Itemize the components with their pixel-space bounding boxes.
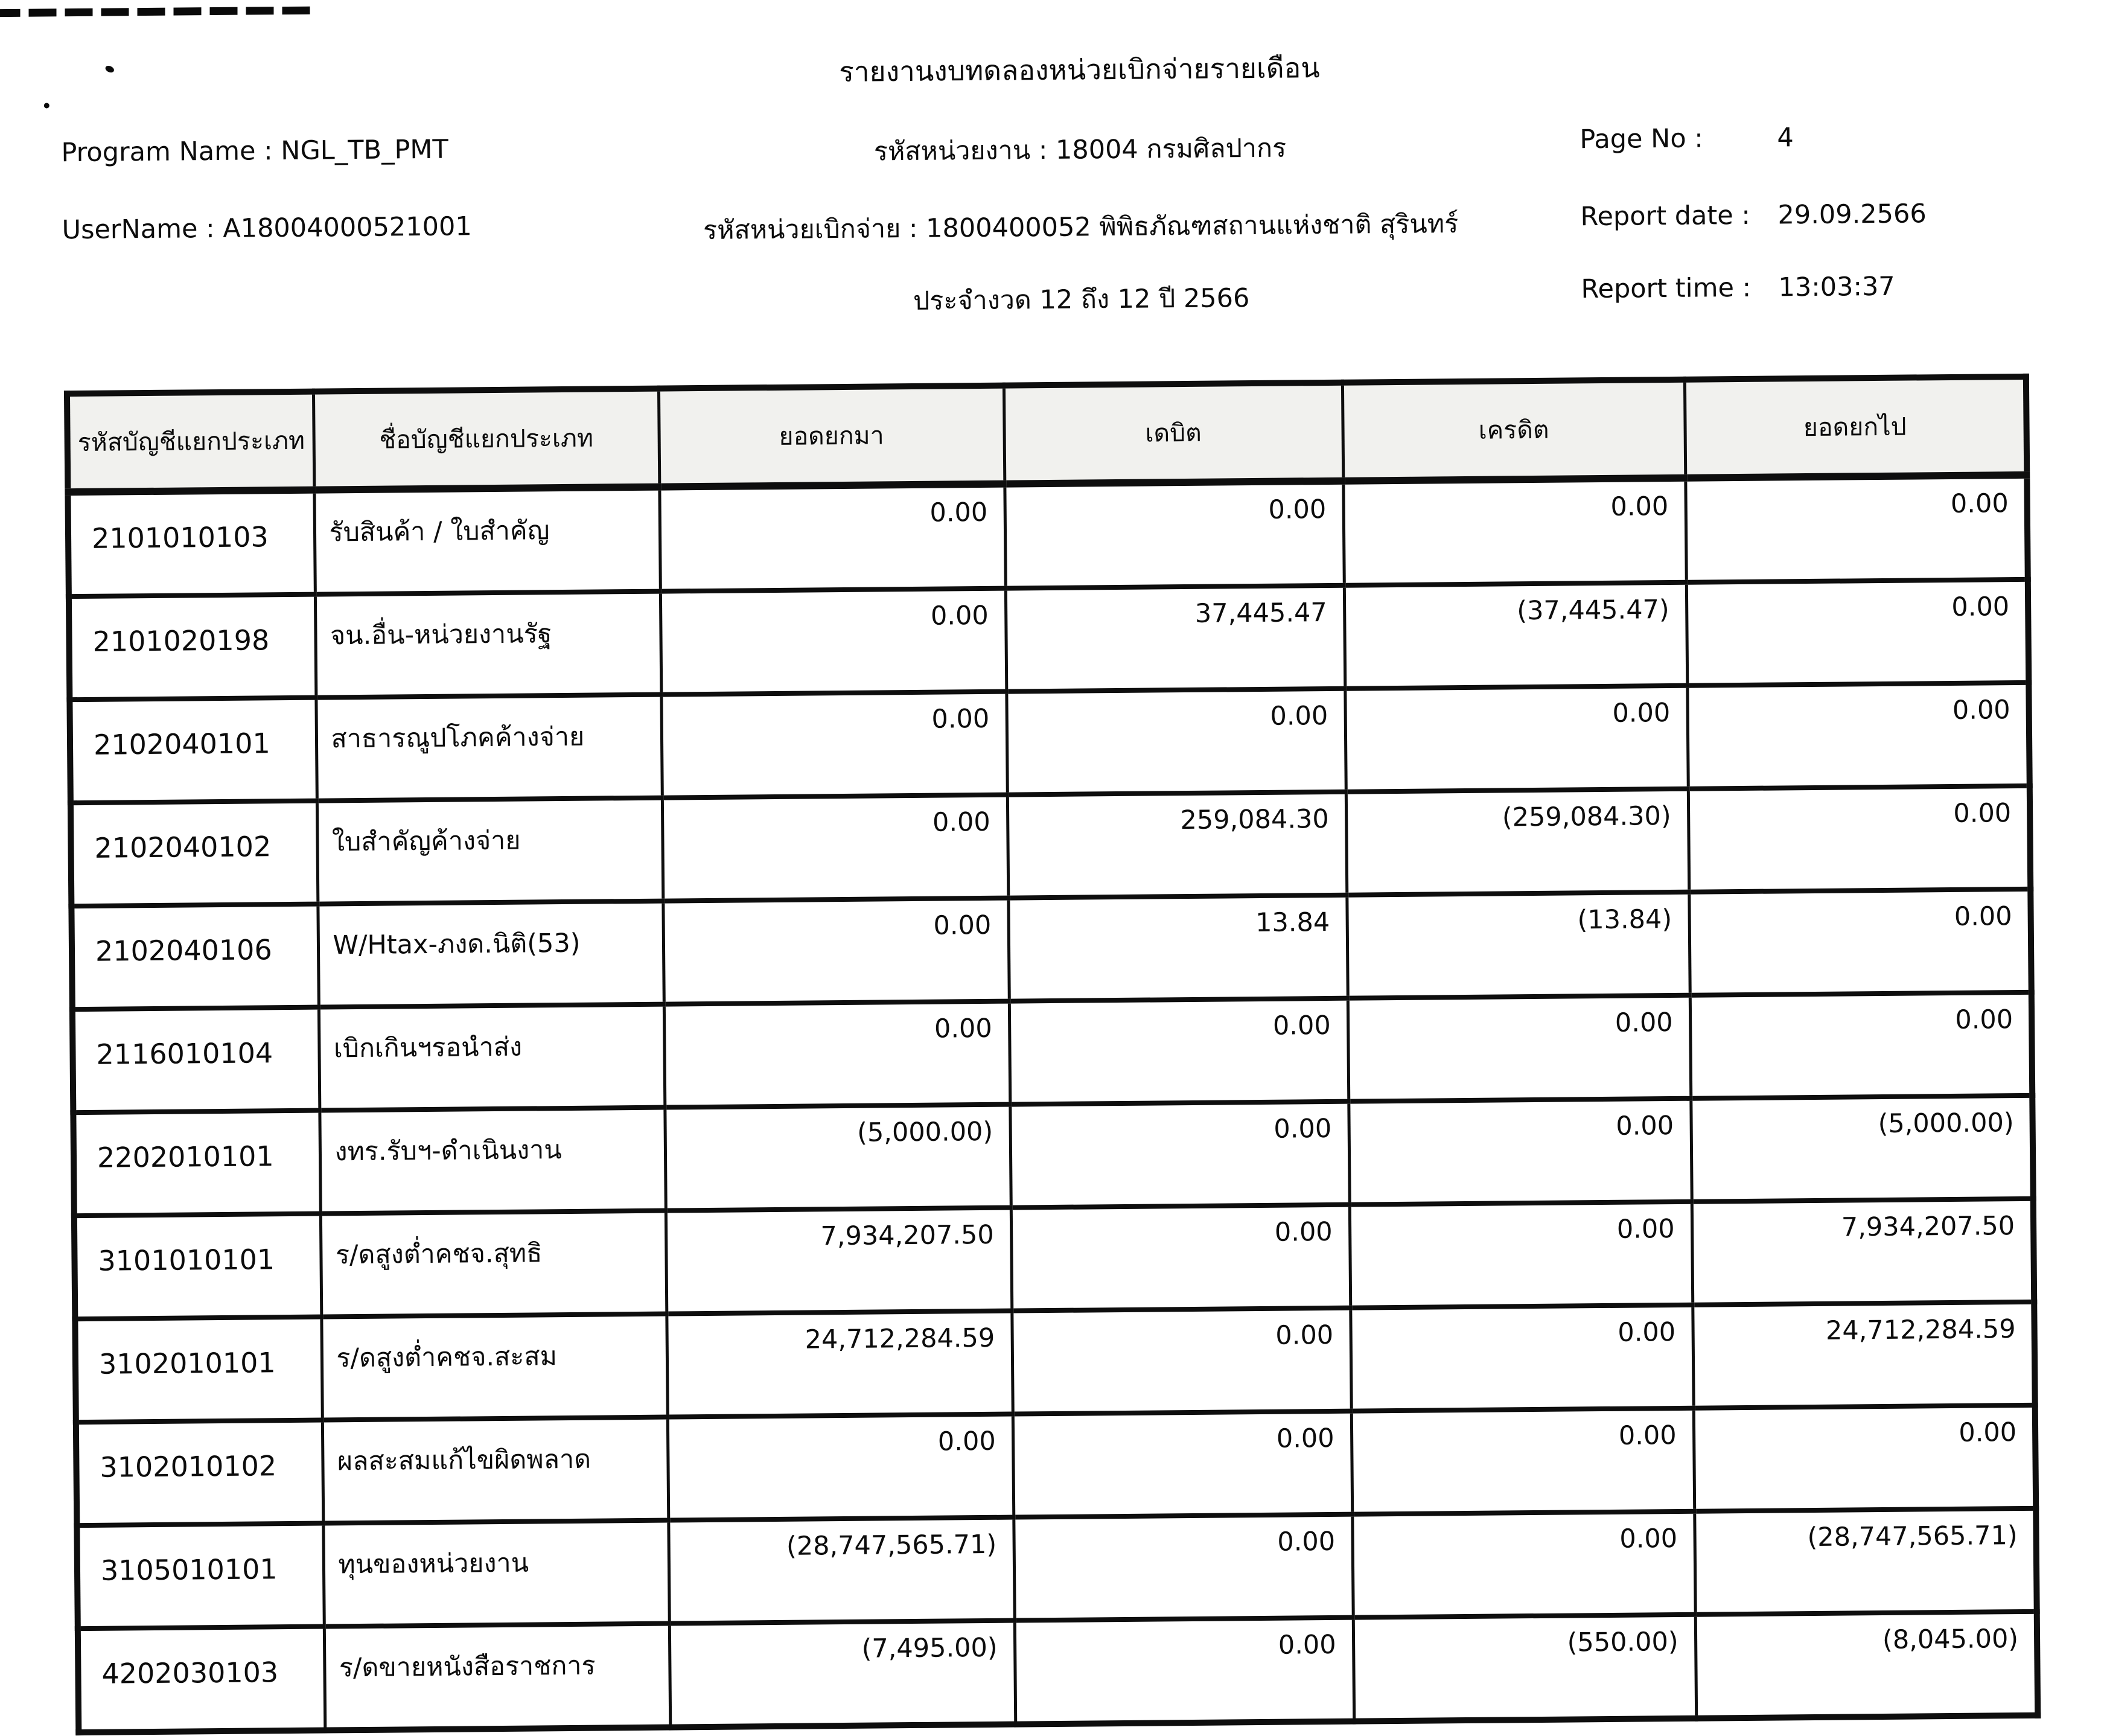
cell-debit: 0.00 (1009, 998, 1348, 1105)
table-body (68, 475, 2038, 1732)
cell-credit: 0.00 (1352, 1511, 1695, 1618)
cell-debit: 0.00 (1012, 1308, 1351, 1414)
cell-code: 2101020198 (69, 595, 316, 700)
cell-code: 2202010101 (73, 1111, 320, 1216)
scan-edge-artifact (0, 7, 319, 18)
cell-credit: 0.00 (1350, 1305, 1693, 1411)
cell-begin: 24,712,284.59 (666, 1311, 1012, 1417)
table-row (73, 1096, 2033, 1216)
table-row (69, 683, 2029, 803)
disbursement-unit-line (598, 202, 1564, 252)
cell-begin: (28,747,565.71) (668, 1517, 1014, 1624)
table-row (74, 1199, 2034, 1319)
cell-code: 2102040101 (69, 698, 316, 803)
cell-code: 2101010103 (68, 490, 314, 597)
cell-name: สาธารณูปโภคค้างจ่าย (316, 695, 661, 801)
cell-credit: (259,084.30) (1346, 789, 1689, 895)
cell-name: ผลสะสมแก้ไขผิดพลาด (322, 1417, 668, 1524)
cell-begin: 0.00 (659, 484, 1005, 592)
table-row (75, 1302, 2035, 1422)
scan-speck (44, 103, 49, 108)
cell-begin: (5,000.00) (665, 1105, 1010, 1211)
cell-code: 4202030103 (78, 1627, 325, 1733)
page-no-value: 4 (1777, 123, 1794, 153)
cell-end: 0.00 (1685, 475, 2027, 582)
cell-code: 3105010101 (77, 1524, 324, 1629)
cell-credit: 0.00 (1343, 478, 1686, 586)
cell-name: W/Htax-ภงด.นิติ(53) (317, 901, 663, 1007)
cell-begin: 0.00 (668, 1414, 1013, 1521)
cell-end: (5,000.00) (1691, 1096, 2033, 1202)
cell-end: 0.00 (1688, 786, 2030, 892)
cell-code: 2102040106 (71, 904, 318, 1010)
cell-debit: 0.00 (1010, 1102, 1349, 1208)
cell-debit: 0.00 (1013, 1514, 1353, 1621)
col-header-account-name: ชื่อบัญชีแยกประเภท (313, 389, 659, 490)
cell-name: ร/ดขายหนังสือราชการ (324, 1624, 670, 1731)
table-row (76, 1405, 2036, 1525)
cell-name: ใบสำคัญค้างจ่าย (317, 798, 663, 904)
cell-name: งทร.รับฯ-ดำเนินงาน (319, 1108, 665, 1214)
cell-begin: 0.00 (663, 898, 1009, 1004)
cell-credit: 0.00 (1351, 1408, 1694, 1514)
cell-end: 24,712,284.59 (1692, 1302, 2035, 1408)
disbursement-unit-value: 1800400052 พิพิธภัณฑสถานแห่งชาติ สุรินทร์ (925, 209, 1459, 244)
trial-balance-table (64, 374, 2041, 1735)
cell-name: ร/ดสูงต่ำคชจ.สะสม (321, 1314, 667, 1420)
cell-debit: 0.00 (1011, 1205, 1350, 1311)
cell-begin: 0.00 (664, 1001, 1010, 1108)
table-header-row (67, 377, 2027, 492)
cell-end: 0.00 (1689, 889, 2031, 995)
agency-line (597, 125, 1563, 174)
col-header-end-balance: ยอดยกไป (1685, 377, 2027, 478)
agency-value: 18004 กรมศิลปากร (1055, 133, 1287, 165)
disbursement-unit-label: รหัสหน่วยเบิกจ่าย : (703, 213, 918, 246)
cell-debit: 0.00 (1013, 1411, 1352, 1517)
cell-code: 3102010102 (76, 1420, 323, 1526)
cell-credit: 0.00 (1350, 1202, 1692, 1308)
cell-name: เบิกเกินฯรอนำส่ง (319, 1004, 665, 1111)
cell-name: ทุนของหน่วยงาน (323, 1521, 669, 1627)
cell-debit: 0.00 (1015, 1618, 1354, 1725)
cell-name: จน.อื่น-หน่วยงานรัฐ (315, 592, 661, 698)
cell-debit: 259,084.30 (1007, 792, 1347, 898)
cell-begin: 0.00 (660, 589, 1006, 695)
cell-begin: 0.00 (662, 795, 1008, 901)
table-row (71, 889, 2031, 1009)
cell-begin: 7,934,207.50 (666, 1208, 1012, 1314)
col-header-credit: เครดิต (1342, 380, 1685, 481)
cell-end: 0.00 (1690, 992, 2032, 1099)
col-header-account-code: รหัสบัญชีแยกประเภท (67, 392, 314, 493)
col-header-begin-balance: ยอดยกมา (658, 386, 1004, 487)
cell-begin: (7,495.00) (669, 1621, 1015, 1728)
cell-credit: 0.00 (1348, 995, 1691, 1102)
report-time-value: 13:03:37 (1778, 271, 1895, 303)
cell-debit: 13.84 (1008, 895, 1347, 1001)
cell-code: 2102040102 (71, 801, 317, 907)
cell-begin: 0.00 (661, 692, 1007, 798)
page-no-label: Page No : (1580, 123, 1704, 155)
cell-debit: 0.00 (1006, 689, 1345, 795)
cell-code: 3101010101 (74, 1214, 321, 1320)
cell-end: (28,747,565.71) (1694, 1508, 2036, 1615)
cell-end: 0.00 (1686, 579, 2029, 686)
col-header-debit: เดบิต (1004, 383, 1343, 484)
agency-label: รหัสหน่วยงาน : (873, 135, 1048, 167)
cell-name: รับสินค้า / ใบสำคัญ (314, 487, 660, 595)
program-name-value: NGL_TB_PMT (281, 134, 449, 167)
cell-end: 0.00 (1694, 1405, 2036, 1511)
user-name-value: A18004000521001 (223, 211, 472, 244)
cell-debit: 0.00 (1004, 481, 1344, 589)
cell-credit: (37,445.47) (1344, 582, 1687, 689)
cell-end: 0.00 (1687, 683, 2029, 789)
cell-credit: (13.84) (1347, 892, 1689, 998)
user-name-line (62, 211, 472, 245)
cell-code: 2116010104 (72, 1007, 319, 1113)
report-date-label: Report date : (1580, 200, 1751, 232)
cell-credit: (550.00) (1353, 1615, 1696, 1722)
cell-end: 7,934,207.50 (1692, 1199, 2034, 1305)
table-row (77, 1508, 2036, 1629)
cell-debit: 37,445.47 (1006, 586, 1345, 692)
table-row (68, 475, 2027, 596)
period-line: ประจำงวด 12 ถึง 12 ปี 2566 (913, 283, 1250, 316)
program-name-label: Program Name : (61, 136, 273, 168)
scan-speck (104, 65, 115, 74)
table-row (72, 992, 2032, 1112)
table-row (78, 1612, 2038, 1732)
cell-end: (8,045.00) (1695, 1612, 2038, 1718)
table-row (69, 579, 2029, 700)
report-time-label: Report time : (1581, 272, 1752, 305)
report-title: รายงานงบทดลองหน่วยเบิกจ่ายรายเดือน (838, 51, 1320, 89)
program-name-line (61, 135, 448, 168)
user-name-label: UserName : (62, 214, 215, 246)
cell-code: 3102010101 (75, 1317, 322, 1423)
table-row (71, 786, 2030, 906)
cell-credit: 0.00 (1348, 1099, 1691, 1205)
cell-name: ร/ดสูงต่ำคชจ.สุทธิ (320, 1211, 666, 1317)
report-date-value: 29.09.2566 (1777, 199, 1927, 231)
cell-credit: 0.00 (1345, 686, 1688, 792)
